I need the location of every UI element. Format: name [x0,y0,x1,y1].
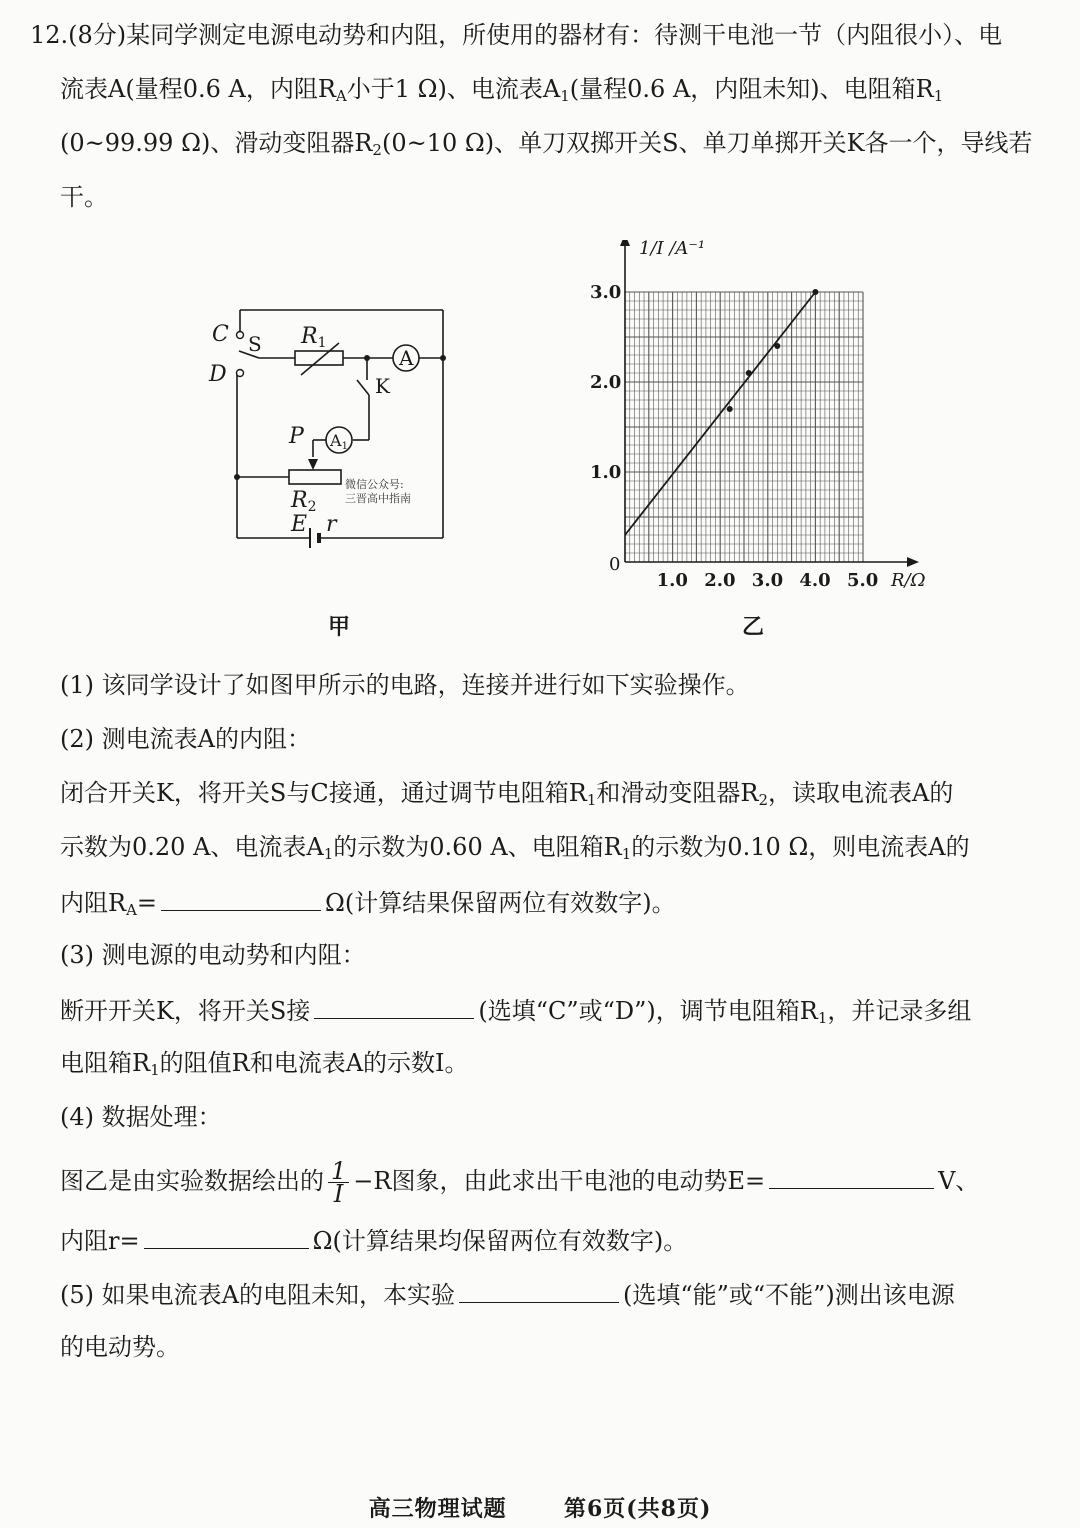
footer-page: 第6页(共8页) [563,1496,712,1522]
y-tick-label: 3.0 [590,282,622,303]
label-r: r [326,512,337,537]
watermark-line-1: 微信公众号: [345,478,404,491]
part-3-line-2: 电阻箱$R_1$的阻值R和电流表A的示数I。 [60,1049,469,1079]
question-intro-line-2: 流表A(量程0.6 A，内阻$R_A$小于1 Ω)、电流表$A_1$(量程0.6 A，内阻未知)、电阻箱$R_1$ [60,75,944,105]
y-tick-label: 2.0 [590,372,622,393]
terminal-c [237,332,244,339]
question-number: 12. [30,21,69,49]
x-axis-arrow [907,557,919,567]
answer-blank-internal-r[interactable] [144,1222,309,1249]
watermark-line-2: 三晋高中指南 [345,492,411,505]
junction-dot [440,355,446,361]
slider-p-arrow [308,459,318,470]
data-point [746,370,752,376]
part-2-line-1: 闭合开关K，将开关S与C接通，通过调节电阻箱$R_1$和滑动变阻器$R_2$，读取电流表A的 [60,779,954,809]
footer-subject: 高三物理试题 [368,1496,507,1522]
x-tick-label: 1.0 [656,570,688,591]
x-axis-label: R/Ω [891,570,926,591]
part-4-line-1: 图乙是由实验数据绘出的 $\frac{1}{I}$ −R图象，由此求出干电池的电动势E= V、 [60,1157,980,1208]
part-2-line-2: 示数为0.20 A、电流表$A_1$的示数为0.60 A、电阻箱$R_1$的示数为0.10 Ω，则电流表A的 [60,833,970,863]
question-intro-line-1: 12.(8分)某同学测定电源电动势和内阻，所使用的器材有：待测干电池一节（内阻很小）、电 [30,21,1003,49]
label-r2: R2 [291,488,317,515]
answer-blank-switch[interactable] [314,992,474,1019]
label-s: S [248,332,262,356]
junction-dot [364,355,370,361]
label-e: E [291,512,308,537]
label-ammeter-a: A [399,346,414,370]
x-tick-label: 5.0 [847,570,879,591]
part-5-line-2: 的电动势。 [60,1333,180,1361]
fraction-1-over-i: $\frac{1}{I}$ [328,1160,349,1205]
caption-jia: 甲 [328,614,351,640]
question-points: (8分) [68,21,127,49]
resistor-r2 [289,470,341,484]
part-4-title: (4) 数据处理： [60,1103,222,1131]
data-point [812,289,818,295]
resistor-r1 [295,351,343,365]
terminal-d [237,370,244,377]
y-axis-arrow [620,240,630,246]
origin-label: 0 [609,554,621,575]
y-tick-label: 1.0 [590,462,622,483]
answer-blank-emf[interactable] [769,1162,934,1189]
question-intro-line-4: 干。 [60,183,108,211]
data-point [774,343,780,349]
caption-yi: 乙 [742,614,765,640]
page-footer [0,1492,1080,1523]
label-c: C [212,322,229,347]
label-k: K [375,374,390,398]
switch-k-blade [357,380,369,395]
part-2-line-3: 内阻$R_A= \Omega$(计算结果保留两位有效数字)。 [60,884,676,927]
label-ammeter-a1: A1 [330,431,348,452]
label-d: D [209,362,227,387]
x-tick-label: 3.0 [751,570,784,591]
data-point [727,406,733,412]
label-p: P [289,424,304,449]
graph-chart [570,240,950,600]
x-tick-label: 2.0 [704,570,736,591]
answer-blank-possible[interactable] [459,1276,619,1303]
label-r1: R1 [301,324,327,351]
answer-blank-ra[interactable] [161,884,321,911]
circuit-diagram [195,295,465,565]
x-tick-label: 4.0 [799,570,831,591]
part-3-title: (3) 测电源的电动势和内阻： [60,941,366,969]
y-axis-label: 1/I /A⁻¹ [639,240,706,259]
question-intro-line-3: (0~99.99 Ω)、滑动变阻器$R_2(0\sim 10$ Ω)、单刀双掷开关S、单刀单掷开关K各一个，导线若 [60,129,1033,159]
part-4-line-2: 内阻r= Ω(计算结果均保留两位有效数字)。 [60,1222,687,1258]
part-3-line-1: 断开开关K，将开关S接 (选填“C”或“D”)，调节电阻箱$R_1$，并记录多组 [60,992,971,1035]
junction-dot [234,474,240,480]
part-1: (1) 该同学设计了如图甲所示的电路，连接并进行如下实验操作。 [60,671,750,699]
part-2-title: (2) 测电流表A的内阻： [60,725,311,753]
part-5-line-1: (5) 如果电流表A的电阻未知，本实验 (选填“能”或“不能”)测出该电源 [60,1276,955,1312]
